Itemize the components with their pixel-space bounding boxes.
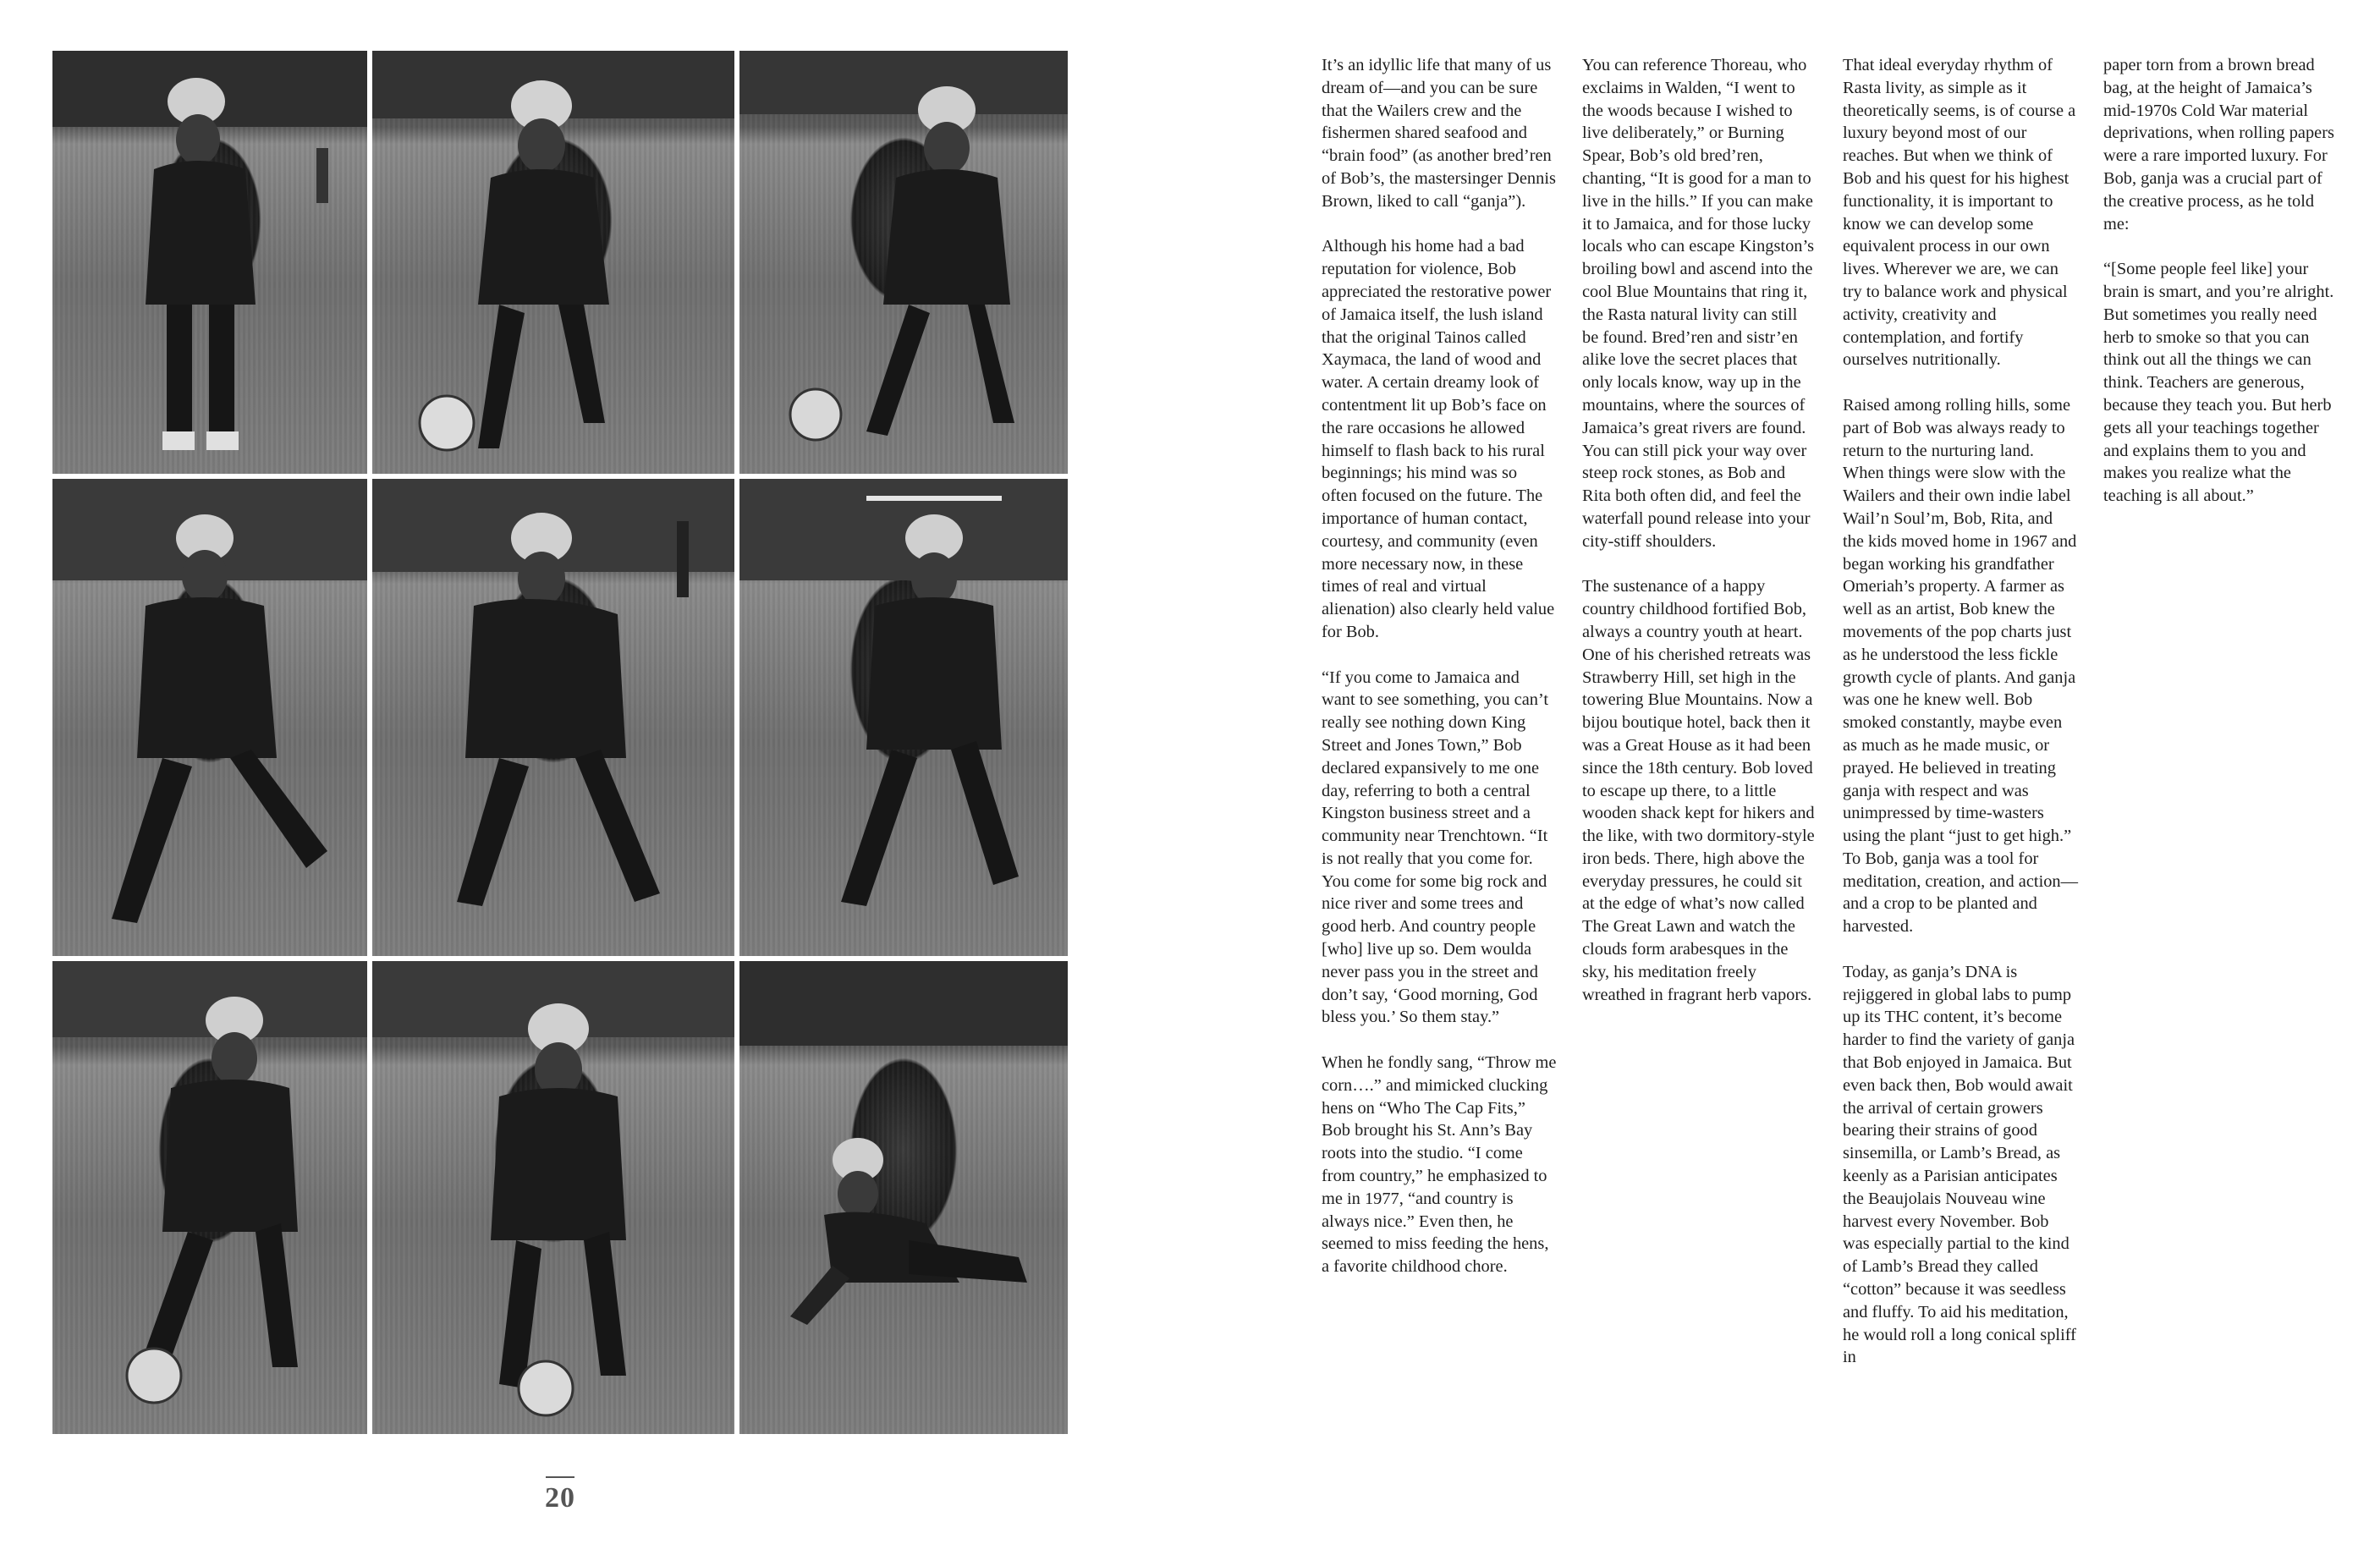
paragraph: The sustenance of a happy country childhood fortified Bob, always a country youth at heart. One of his cherished retreats was Strawberry Hill, set high in the towering Blue Mountains. Now a bijou boutique hotel, back then it was a Great House as it had been since the 18th century. Bob loved to escape up there, to a little wooden shack kept for hikers and the like, with two dormitory-style iron beds. There, high above the everyday pressures, he could sit at the edge of what’s now called The Great Lawn and watch the clouds form arabesques in the sky, his meditation freely wreathed in fragrant herb vapors.: [1582, 577, 1815, 1004]
paragraph: You can reference Thoreau, who exclaims in Walden, “I went to the woods because I wished to live deliberately,” or Burning Spear, Bob’s old bred’ren, chanting, “It is good for a man to live in the hills.” If you can make it to Jamaica, and for those lucky locals who can escape Kingston’s broiling bowl and ascend into the cool Blue Mountains that ring it, the Rasta natural livity can still be found. Bred’ren and sistr’en alike love the secret places that only locals know, way up in the mountains, where the sources of Jamaica’s great rivers are found. You can still pick your way over steep rock stones, as Bob and Rita both often did, and feel the waterfall pound release into your city-stiff shoulders.: [1582, 56, 1815, 551]
paragraph: That ideal everyday rhythm of Rasta livity, as simple as it theoretically seems, is of course a luxury beyond most of our reaches. But when we think of Bob and his quest for his highest functionality, it is important to know we can develop some equivalent process in our own lives. Wherever we are, we can try to balance work and physical activity, creativity and contemplation, and fortify ourselves nutritionally.: [1843, 56, 2076, 370]
soccer-player-photo-icon: [372, 51, 734, 474]
soccer-player-photo-icon: [739, 51, 1068, 474]
paragraph: Raised among rolling hills, some part of Bob was always ready to return to the nurturing land. When things were slow with the Wailers and their own indie label Wail’n Soul’m, Bob, Rita, and the kids moved home in 1967 and began working his grandfather Omeriah’s property. A farmer as well as an artist, Bob knew the movements of the pop charts just as he understood the less fickle growth cycle of plants. And ganja was one he knew well. Bob smoked constantly, maybe even as much as he made music, or prayed. He believed in treating ganja with respect and was unimpressed by time-wasters using the plant “just to get high.” To Bob, ganja was a tool for meditation, creation, and action—and a crop to be planted and harvested.: [1843, 395, 2079, 937]
soccer-player-photo-icon: [52, 51, 367, 474]
photo-1: [52, 51, 367, 474]
text-column-4: [2103, 54, 2339, 1442]
paragraph: “If you come to Jamaica and want to see something, you can’t really see nothing down King Street and Jones Town,” Bob declared expansively to me one day, referring to both a central Kingston business street and a community near Trenchtown. “It is not really that you come for. You come for some big rock and nice river and some trees and good herb. And country people [who] live up so. Dem woulda never pass you in the street and don’t say, ‘Good morning, God bless you.’ So them stay.”: [1322, 668, 1549, 1027]
text-columns: [1322, 54, 2345, 1442]
soccer-player-photo-icon: [52, 479, 367, 956]
photo-5: [372, 479, 734, 956]
text-column-3: [1843, 54, 2078, 1442]
photo-6: [739, 479, 1068, 956]
paragraph: Today, as ganja’s DNA is rejiggered in global labs to pump up its THC content, it’s become harder to find the variety of ganja that Bob enjoyed in Jamaica. But even back then, Bob would await the arrival of certain growers bearing their strains of good sinsemilla, or Lamb’s Bread, as keenly as a Parisian anticipates the Beaujolais Nouveau wine harvest every November. Bob was especially partial to the kind of Lamb’s Bread they called “cotton” because it was seedless and fluffy. To aid his meditation, he would roll a long conical spliff in: [1843, 962, 2076, 1367]
soccer-player-photo-icon: [372, 479, 734, 956]
paragraph: Although his home had a bad reputation for violence, Bob appreciated the restorative power of Jamaica itself, the lush island that the original Tainos called Xaymaca, the land of wood and water. A certain dreamy look of contentment lit up Bob’s face on the rare occasions he allowed himself to flash back to his rural beginnings; his mind was so often focused on the future. The importance of human contact, courtesy, and community (even more necessary now, in these times of real and virtual alienation) also clearly held value for Bob.: [1322, 237, 1555, 641]
soccer-player-photo-icon: [739, 479, 1068, 956]
paragraph: “[Some people feel like] your brain is smart, and you’re alright. But sometimes you really need herb to smoke so that you can think out all the things we can think. Teachers are generous, because they teach you. But herb gets all your teachings together and explains them to you and makes you realize what the teaching is all about.”: [2103, 260, 2334, 506]
photo-grid: [52, 51, 1068, 1434]
paragraph: It’s an idyllic life that many of us dream of—and you can be sure that the Wailers crew and the fishermen shared seafood and “brain food” (as another bred’ren of Bob’s, the mastersinger Dennis Brown, liked to call “ganja”).: [1322, 56, 1556, 211]
photo-2: [372, 51, 734, 474]
page-number: 20: [545, 1482, 575, 1514]
photo-3: [739, 51, 1068, 474]
photo-9: [739, 961, 1068, 1434]
soccer-player-photo-icon: [739, 961, 1068, 1434]
photo-8: [372, 961, 734, 1434]
paragraph: When he fondly sang, “Throw me corn….” and mimicked clucking hens on “Who The Cap Fits,” Bob brought his St. Ann’s Bay roots into the studio. “I come from country,” he emphasized to me in 1977, “and country is always nice.” Even then, he seemed to miss feeding the hens, a favorite childhood chore.: [1322, 1053, 1557, 1277]
photo-4: [52, 479, 367, 956]
paragraph: paper torn from a brown bread bag, at the height of Jamaica’s mid-1970s Cold War material deprivations, when rolling papers were a rare imported luxury. For Bob, ganja was a crucial part of the creative process, as he told me:: [2103, 56, 2334, 234]
photo-7: [52, 961, 367, 1434]
folio-rule: [546, 1476, 574, 1478]
soccer-player-photo-icon: [52, 961, 367, 1434]
text-column-2: [1582, 54, 1817, 1442]
text-column-1: [1322, 54, 1557, 1442]
soccer-player-photo-icon: [372, 961, 734, 1434]
